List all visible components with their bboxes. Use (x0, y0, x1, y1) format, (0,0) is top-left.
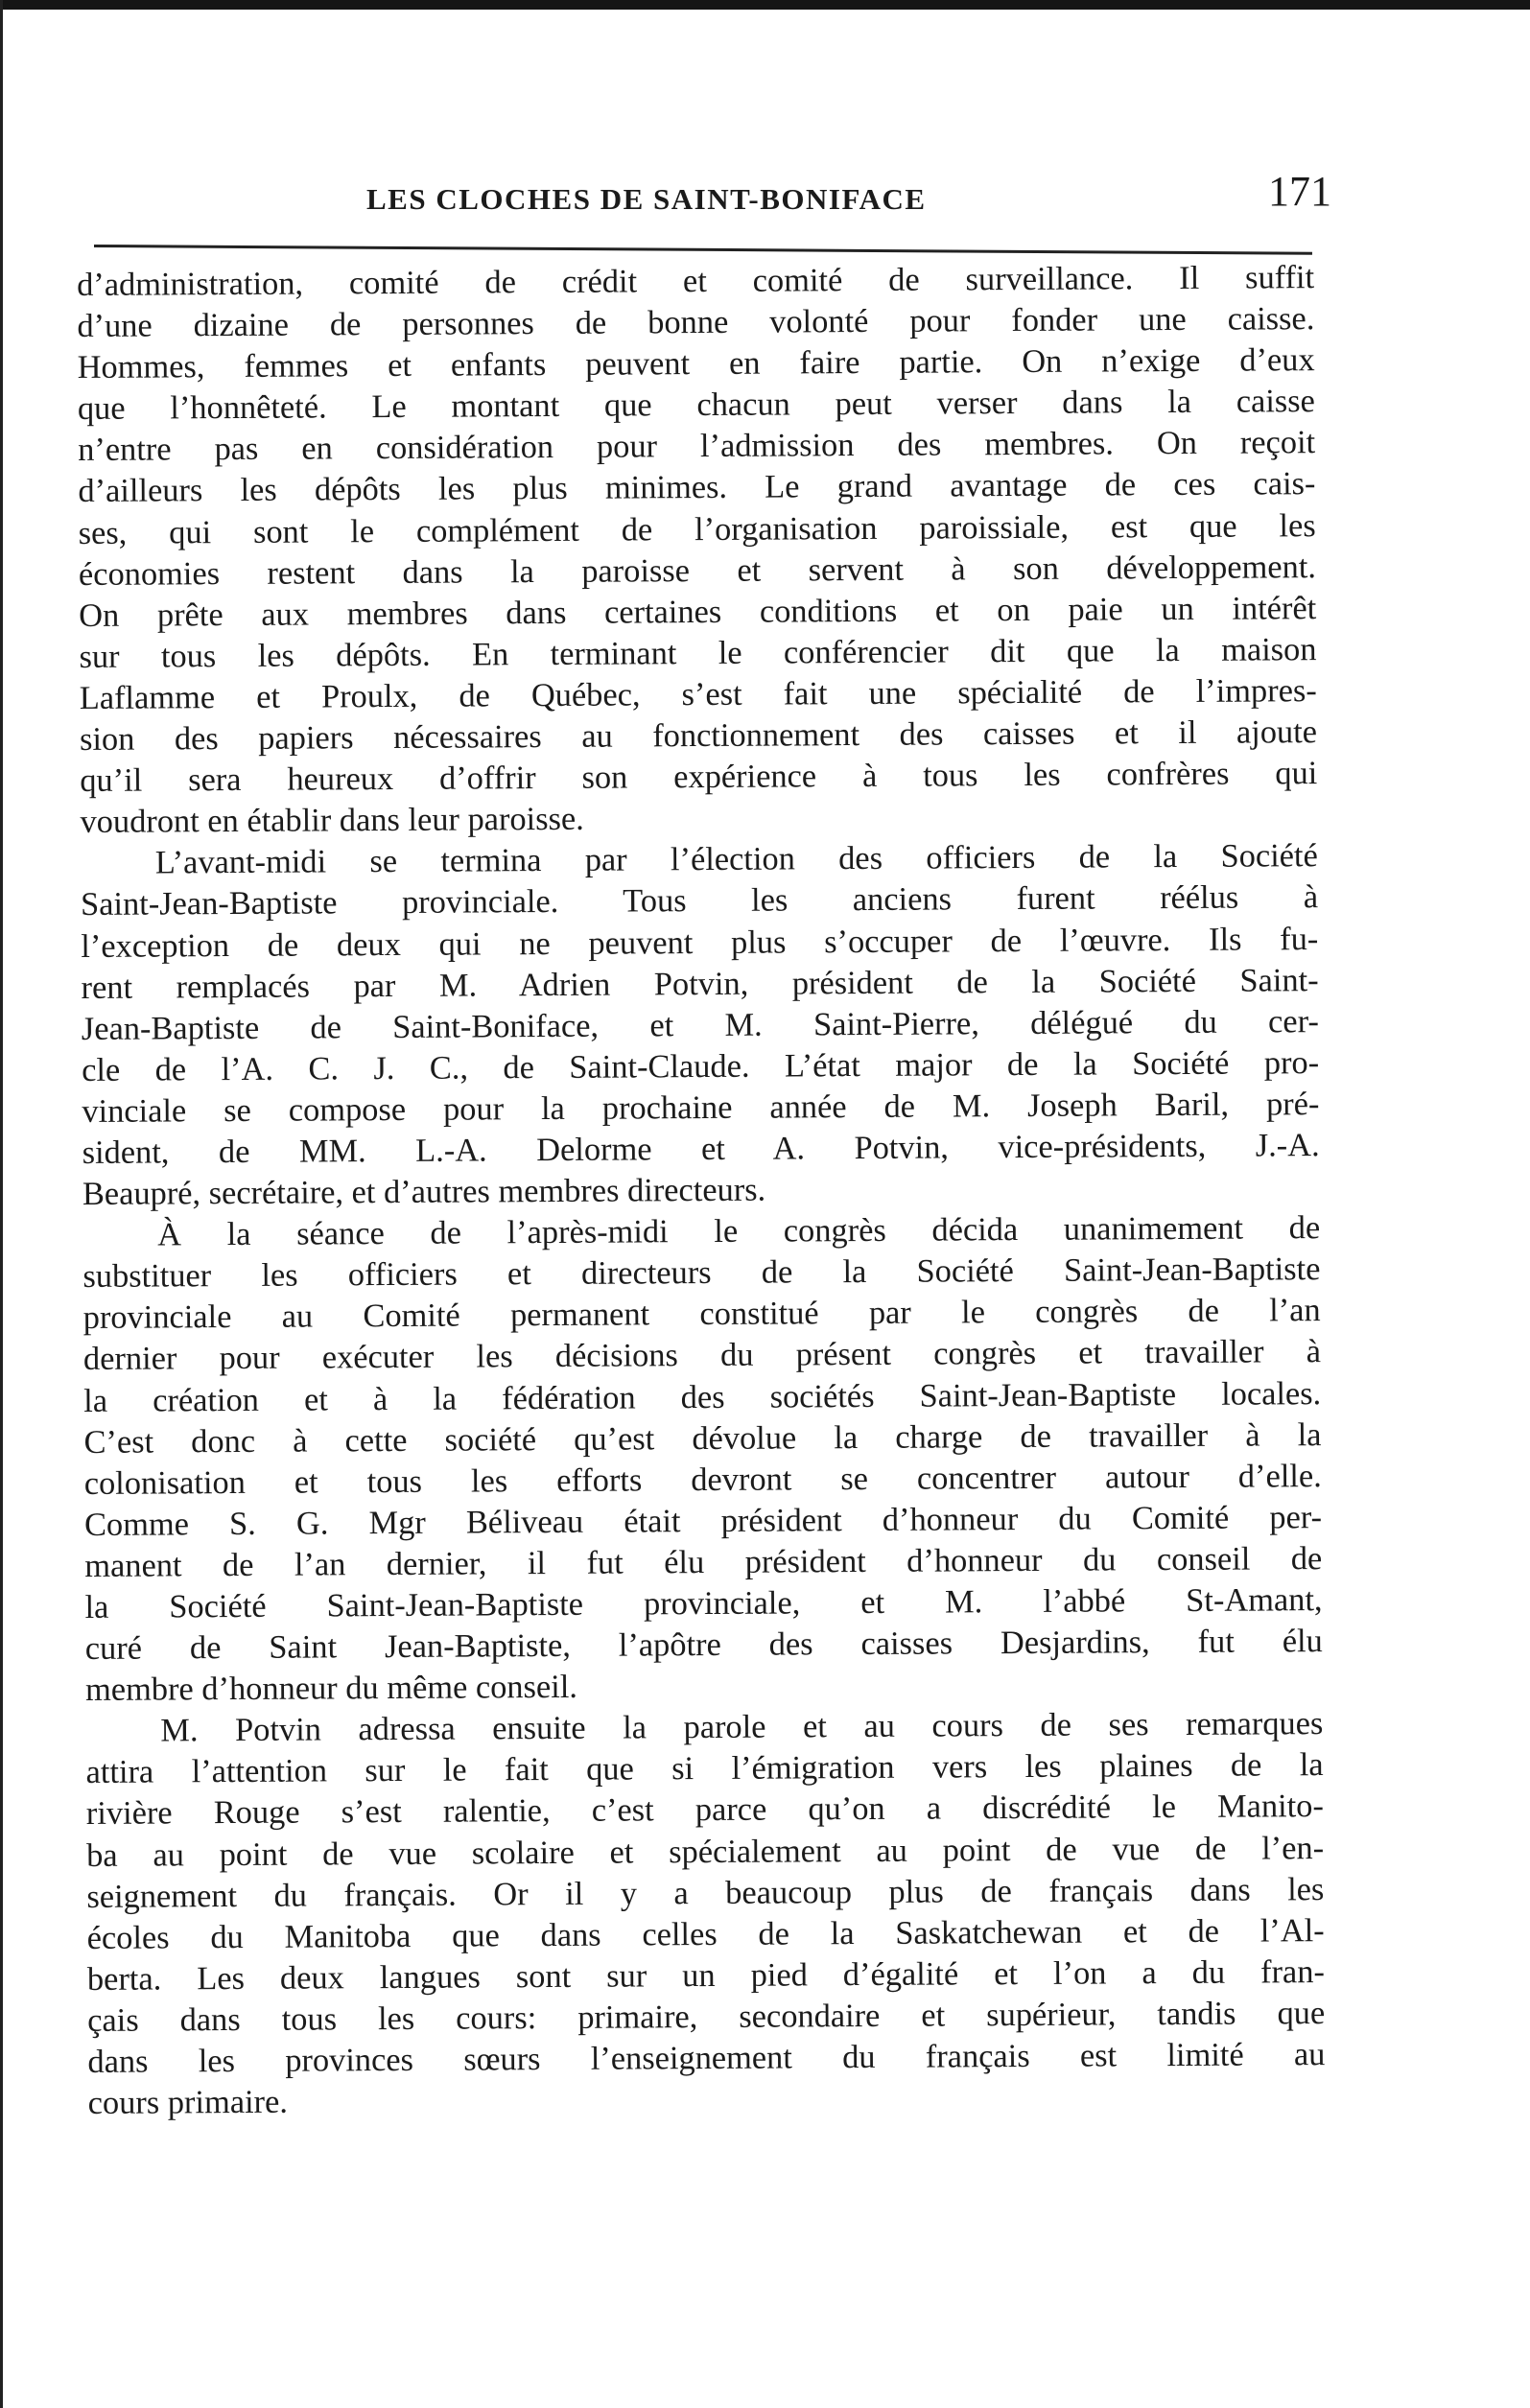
text-line: rent remplacés par M. Adrien Potvin, président de la Société Saint- (81, 961, 1319, 1006)
text-line: Laflamme et Proulx, de Québec, s’est fait une spécialité de l’impres- (79, 672, 1317, 716)
left-edge-rule (0, 0, 3, 2408)
text-line: écoles du Manitoba que dans celles de la Saskatchewan et de l’Al- (86, 1911, 1325, 1956)
text-line: d’ailleurs les dépôts les plus minimes. Le grand avantage de ces cais- (78, 465, 1316, 510)
text-line: À la séance de l’après-midi le congrès décida unanimement de (157, 1209, 1321, 1253)
text-line: curé de Saint Jean-Baptiste, l’apôtre des caisses Desjardins, fut élu (84, 1623, 1323, 1668)
text-line: manent de l’an dernier, il fut élu président d’honneur du conseil de (84, 1540, 1323, 1584)
text-line: cours primaire. (87, 2083, 289, 2122)
page-header (86, 161, 1331, 228)
text-line: sion des papiers nécessaires au fonctionnement des caisses et il ajoute (79, 713, 1318, 759)
text-line: On prête aux membres dans certaines conditions et on paie un intérêt (79, 589, 1317, 634)
text-line: la Société Saint-Jean-Baptiste provinciale, et M. l’abbé St-Amant, (84, 1581, 1323, 1625)
text-line: L’avant-midi se termina par l’élection des officiers de la Société (154, 837, 1318, 881)
body-text (77, 257, 1326, 2124)
text-line: l’exception de deux qui ne peuvent plus s’occuper de l’œuvre. Ils fu- (81, 920, 1319, 965)
text-line: substituer les officiers et directeurs de la Société Saint-Jean-Baptiste (82, 1251, 1321, 1296)
text-line: voudront en établir dans leur paroisse. (80, 800, 584, 841)
top-edge-rule (0, 0, 1530, 10)
text-line: Jean-Baptiste de Saint-Boniface, et M. Saint-Pierre, délégué du cer- (81, 1002, 1319, 1047)
text-line: provinciale au Comité permanent constitué par le congrès de l’an (82, 1292, 1321, 1337)
text-line: berta. Les deux langues sont sur un pied d’égalité et l’on a du fran- (86, 1952, 1326, 1998)
text-line: M. Potvin adressa ensuite la parole et au cours de ses remarques (160, 1705, 1324, 1749)
text-line: la création et à la fédération des sociétés Saint-Jean-Baptiste locales. (83, 1374, 1322, 1419)
text-line: C’est donc à cette société qu’est dévolue la charge de travailler à la (83, 1415, 1322, 1461)
text-line: ses, qui sont le complément de l’organisation paroissiale, est que les (78, 506, 1316, 551)
text-line: Hommes, femmes et enfants peuvent en faire partie. On n’exige d’eux (77, 341, 1315, 386)
text-line: économies restent dans la paroisse et servent à son développement. (78, 548, 1317, 593)
text-line: membre d’honneur du même conseil. (84, 1669, 578, 1709)
text-line: ba au point de vue scolaire et spécialement au point de vue de l’en- (86, 1829, 1325, 1874)
page-number: 171 (1268, 168, 1331, 215)
running-head: LES CLOCHES DE SAINT-BONIFACE (366, 182, 927, 216)
text-line: d’une dizaine de personnes de bonne volonté pour fonder une caisse. (77, 300, 1315, 345)
text-line: cle de l’A. C. J. C., de Saint-Claude. L’état major de la Société pro- (82, 1043, 1320, 1088)
text-line: colonisation et tous les efforts devront se concentrer autour d’elle. (83, 1457, 1322, 1502)
text-line: dans les provinces sœurs l’enseignement du français est limité au (87, 2036, 1326, 2080)
text-line: attira l’attention sur le fait que si l’émigration vers les plaines de la (85, 1746, 1324, 1791)
text-line: rivière Rouge s’est ralentie, c’est parce qu’on a discrédité le Manito- (85, 1788, 1324, 1833)
text-line: qu’il sera heureux d’offrir son expérience à tous les confrères qui (80, 755, 1318, 800)
text-line: n’entre pas en considération pour l’admission des membres. On reçoit (78, 424, 1316, 469)
header-rule (94, 245, 1312, 255)
text-line: çais dans tous les cours: primaire, secondaire et supérieur, tandis que (87, 1995, 1326, 2039)
text-line: dernier pour exécuter les décisions du présent congrès et travailler à (82, 1333, 1322, 1378)
text-line: Comme S. G. Mgr Béliveau était président d’honneur du Comité per- (83, 1498, 1323, 1543)
text-line: d’administration, comité de crédit et comité de surveillance. Il suffit (77, 259, 1315, 303)
text-line: que l’honnêteté. Le montant que chacun peut verser dans la caisse (77, 383, 1316, 428)
text-line: Beaupré, secrétaire, et d’autres membres directeurs. (82, 1171, 766, 1213)
text-line: seignement du français. Or il y a beaucoup plus de français dans les (86, 1870, 1325, 1915)
text-line: sident, de MM. L.-A. Delorme et A. Potvin, vice-présidents, J.-A. (82, 1127, 1320, 1171)
text-line: sur tous les dépôts. En terminant le conférencier dit que la maison (79, 630, 1317, 675)
text-line: vinciale se compose pour la prochaine année de M. Joseph Baril, pré- (82, 1085, 1320, 1130)
text-line: Saint-Jean-Baptiste provinciale. Tous les anciens furent réélus à (80, 878, 1319, 923)
